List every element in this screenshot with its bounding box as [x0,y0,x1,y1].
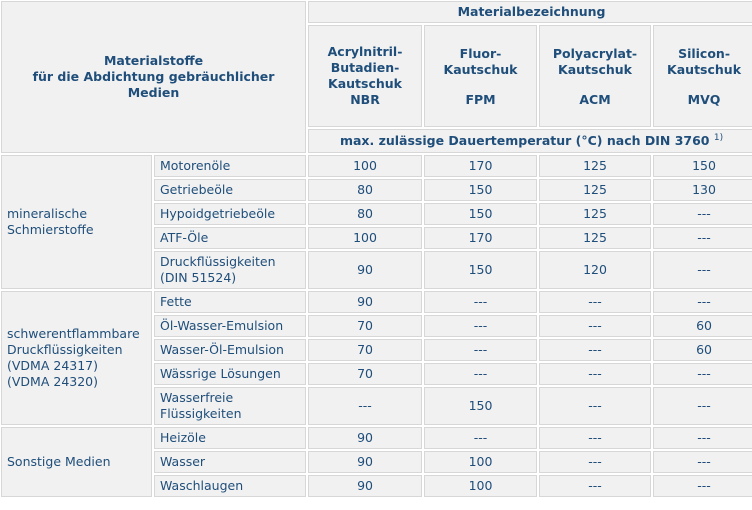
table-row [1,155,752,177]
temperature-value-cell: --- [424,427,537,449]
temperature-value-cell: --- [539,387,651,425]
material-code: NBR [350,92,380,107]
temperature-value-cell: 80 [308,179,422,201]
temperature-value-cell: --- [539,291,651,313]
temperature-value-cell: 120 [539,251,651,289]
group-label: Sonstige Medien [1,427,152,497]
temperature-value-cell: 100 [308,155,422,177]
temperature-value-cell: --- [653,451,752,473]
temperature-value-cell: --- [424,363,537,385]
temperature-value-cell: 60 [653,315,752,337]
temperature-value-cell: --- [653,475,752,497]
temperature-value-cell: 125 [539,227,651,249]
temperature-value-cell: --- [424,339,537,361]
material-name: Silicon- Kautschuk [667,46,742,77]
temperature-value-cell: 100 [424,475,537,497]
material-name: Polyacrylat- Kautschuk [552,46,638,77]
temperature-value-cell: 125 [539,203,651,225]
medium-cell: Öl-Wasser-Emulsion [154,315,306,337]
group-label: mineralische Schmierstoffe [1,155,152,289]
temperature-value-cell: --- [653,203,752,225]
temperature-value-cell: 150 [424,179,537,201]
temperature-value-cell: --- [539,339,651,361]
medium-cell: Heizöle [154,427,306,449]
material-code: MVQ [687,92,721,107]
temperature-value-cell: --- [653,291,752,313]
table-row [1,291,752,313]
table-row [1,427,752,449]
temperature-value-cell: 70 [308,339,422,361]
temperature-value-cell: 60 [653,339,752,361]
medium-cell: Wässrige Lösungen [154,363,306,385]
medium-cell: Wasserfreie Flüssigkeiten [154,387,306,425]
header-materialstoffe: Materialstoffe für die Abdichtung gebräuchlicher Medien [1,1,306,153]
temperature-value-cell: 125 [539,179,651,201]
footnote-mark: 1) [713,133,724,143]
temperature-value-cell: --- [653,227,752,249]
temperature-value-cell: 90 [308,451,422,473]
temperature-value-cell: --- [539,363,651,385]
medium-cell: Waschlaugen [154,475,306,497]
header-temperature [308,129,752,153]
material-code: FPM [465,92,496,107]
temperature-value-cell: --- [539,427,651,449]
medium-cell: ATF-Öle [154,227,306,249]
medium-cell: Motorenöle [154,155,306,177]
temperature-value-cell: 80 [308,203,422,225]
material-header-mvq [653,25,752,127]
medium-cell: Druckflüssigkeiten (DIN 51524) [154,251,306,289]
temperature-value-cell: 100 [424,451,537,473]
material-name: Acrylnitril- Butadien- Kautschuk [327,44,403,91]
temperature-value-cell: 130 [653,179,752,201]
material-code: ACM [579,92,611,107]
material-header-acm [539,25,651,127]
temperature-value-cell: 90 [308,291,422,313]
temperature-value-cell: --- [539,475,651,497]
temperature-value-cell: --- [653,363,752,385]
group-label: schwerentflammbare Druckflüssigkeiten (VDMA 24317) (VDMA 24320) [1,291,152,425]
material-name: Fluor- Kautschuk [443,46,518,77]
temperature-value-cell: --- [653,387,752,425]
temperature-value-cell: 150 [424,203,537,225]
temperature-value-cell: 170 [424,227,537,249]
temperature-value-cell: 125 [539,155,651,177]
temperature-value-cell: 90 [308,251,422,289]
temperature-value-cell: --- [653,251,752,289]
temperature-value-cell: 90 [308,427,422,449]
header-materialbezeichnung: Materialbezeichnung [308,1,752,23]
temperature-value-cell: 70 [308,363,422,385]
medium-cell: Hypoidgetriebeöle [154,203,306,225]
temperature-value-cell: --- [424,291,537,313]
medium-cell: Fette [154,291,306,313]
medium-cell: Wasser [154,451,306,473]
temperature-value-cell: 70 [308,315,422,337]
material-header-fpm [424,25,537,127]
temperature-value-cell: 150 [424,251,537,289]
temperature-value-cell: 150 [424,387,537,425]
temperature-value-cell: 90 [308,475,422,497]
temperature-value-cell: --- [424,315,537,337]
material-header-nbr [308,25,422,127]
temperature-value-cell: --- [653,427,752,449]
temperature-value-cell: 100 [308,227,422,249]
medium-cell: Getriebeöle [154,179,306,201]
temperature-value-cell: --- [539,315,651,337]
temperature-value-cell: 170 [424,155,537,177]
temperature-value-cell: --- [539,451,651,473]
temperature-value-cell: 150 [653,155,752,177]
temperature-value-cell: --- [308,387,422,425]
medium-cell: Wasser-Öl-Emulsion [154,339,306,361]
temperature-label: max. zulässige Dauertemperatur (°C) nach DIN 3760 [339,133,710,148]
